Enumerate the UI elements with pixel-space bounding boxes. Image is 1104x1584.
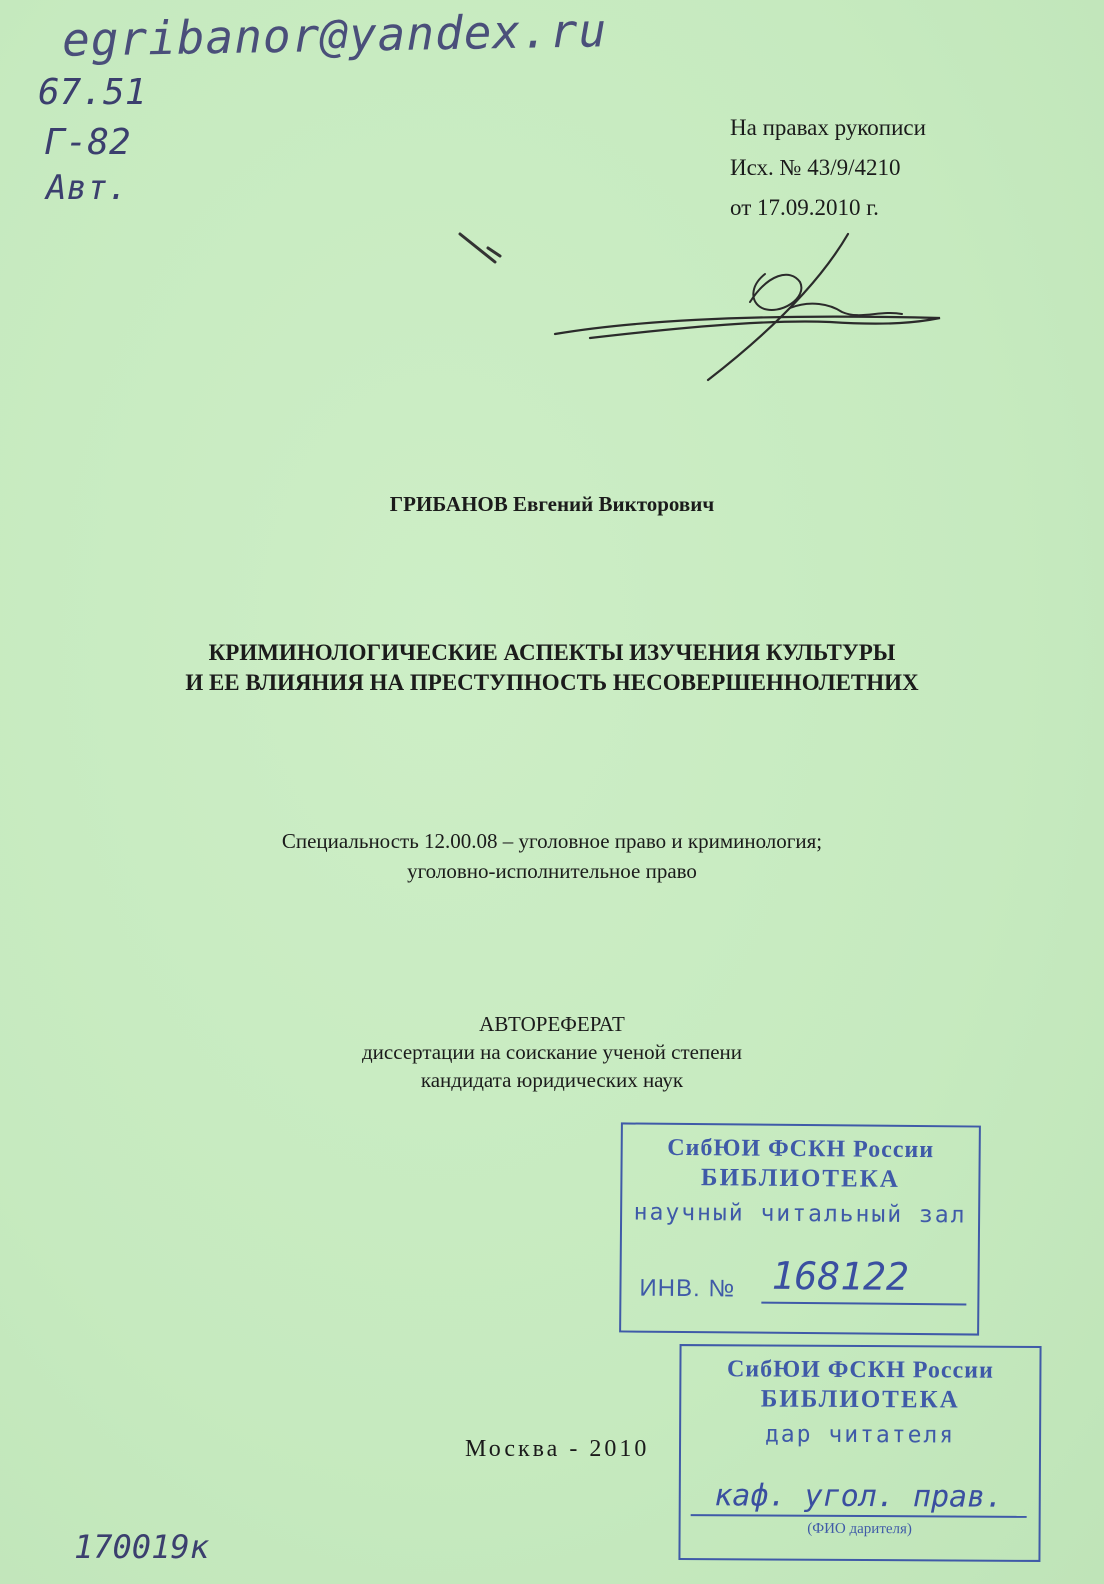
stamp-organization: СибЮИ ФСКН России (726, 1356, 994, 1384)
handwritten-abstract-mark: Авт. (46, 168, 128, 208)
stamp-library: БИБЛИОТЕКА (760, 1385, 960, 1414)
handwritten-classification-code: 67.51 (38, 72, 147, 113)
outgoing-date: от 17.09.2010 г. (730, 195, 879, 220)
inventory-number: 168122 (771, 1253, 910, 1299)
stamp-department: научный читальный зал (633, 1199, 967, 1229)
stamp-donor-caption: (ФИО дарителя) (807, 1520, 912, 1538)
handwritten-bottom-code: 170019к (74, 1528, 209, 1566)
stamp-library: БИБЛИОТЕКА (700, 1164, 901, 1193)
stamp-inventory-underline (761, 1302, 966, 1306)
outgoing-number: Исх. № 43/9/4210 (730, 155, 901, 180)
specialty-line: уголовно-исполнительное право (407, 859, 697, 883)
title-line: КРИМИНОЛОГИЧЕСКИЕ АСПЕКТЫ ИЗУЧЕНИЯ КУЛЬТУРЫ (208, 640, 896, 665)
abstract-line: диссертации на соискание ученой степени (362, 1040, 742, 1064)
specialty-line: Специальность 12.00.08 – уголовное право и криминология; (281, 829, 823, 853)
manuscript-rights-block (730, 108, 926, 228)
library-stamp-gift (678, 1344, 1041, 1562)
dissertation-title (0, 638, 1104, 698)
rights-line: На правах рукописи (730, 115, 926, 140)
handwritten-email: egribanor@yandex.ru (61, 3, 608, 67)
stamp-inventory-label: ИНВ. № (639, 1274, 736, 1303)
stamp-gift-label: дар читателя (764, 1421, 956, 1449)
handwritten-donor: каф. угол. прав. (714, 1478, 1004, 1515)
handwritten-author-mark: Г-82 (44, 122, 131, 163)
title-line: И ЕЕ ВЛИЯНИЯ НА ПРЕСТУПНОСТЬ НЕСОВЕРШЕННОЛЕТНИХ (185, 670, 919, 695)
abstract-block (0, 1010, 1104, 1094)
library-stamp-reading-room (619, 1122, 981, 1335)
stamp-donor-underline (691, 1514, 1027, 1518)
stamp-organization: СибЮИ ФСКН России (667, 1134, 935, 1164)
abstract-heading: АВТОРЕФЕРАТ (479, 1012, 625, 1036)
city-year: Москва - 2010 (465, 1436, 650, 1462)
author-name: ГРИБАНОВ Евгений Викторович (389, 492, 715, 516)
specialty (0, 826, 1104, 886)
abstract-line: кандидата юридических наук (420, 1068, 684, 1092)
signature (450, 222, 970, 392)
